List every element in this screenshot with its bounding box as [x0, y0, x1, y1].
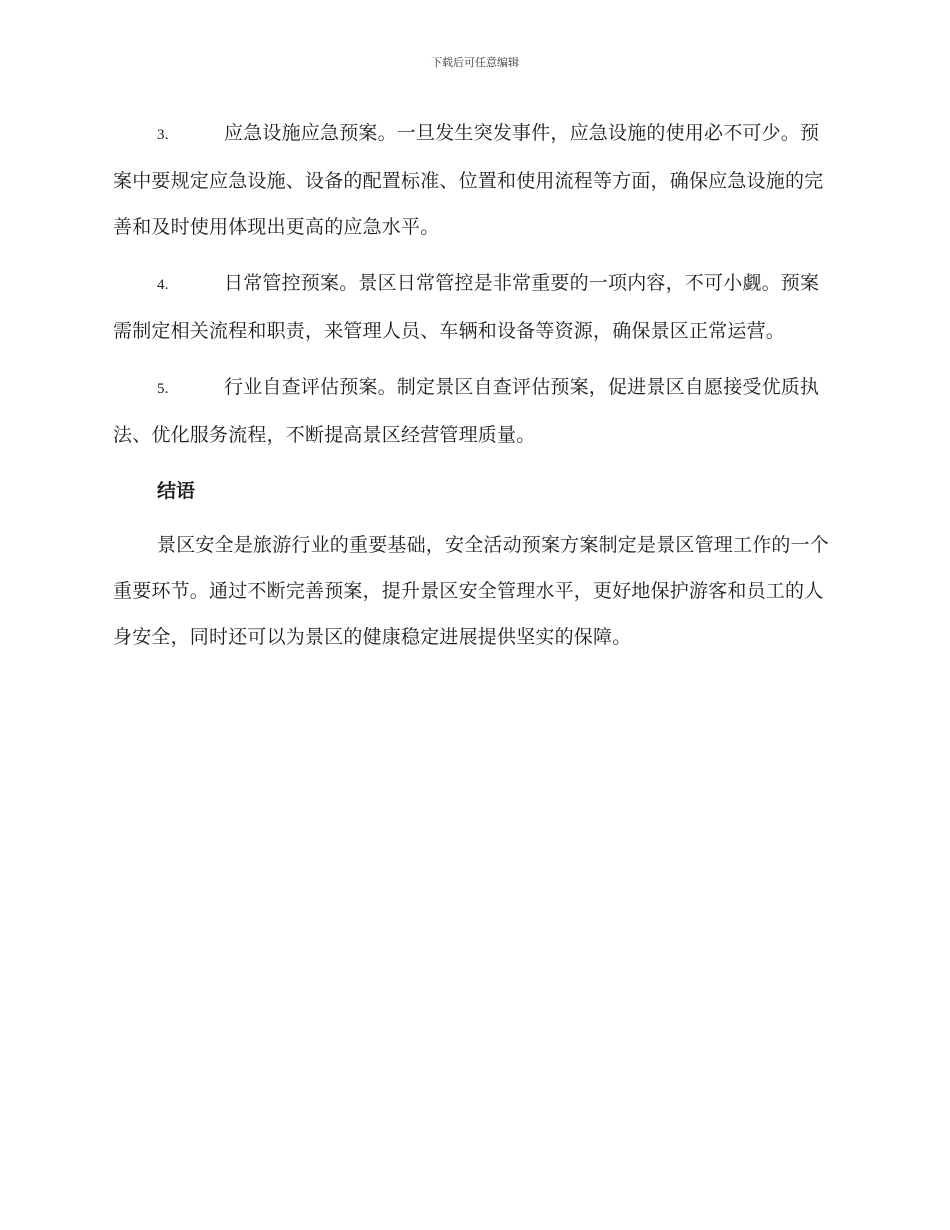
- page-header: 下载后可任意编辑: [431, 56, 519, 69]
- section-heading: 结语: [157, 480, 196, 502]
- list-item-number: 4.: [157, 277, 169, 293]
- list-item-number: 5.: [157, 381, 169, 397]
- list-item: [113, 364, 833, 458]
- list-item: [113, 110, 833, 250]
- list-item-number: 3.: [157, 127, 169, 143]
- list-item-text: 日常管控预案。景区日常管控是非常重要的一项内容，不可小觑。预案需制定相关流程和职责，来管理人员、车辆和设备等资源，确保景区正常运营。: [113, 272, 820, 342]
- conclusion-paragraph: 景区安全是旅游行业的重要基础，安全活动预案方案制定是景区管理工作的一个重要环节。通过不断完善预案，提升景区安全管理水平，更好地保护游客和员工的人身安全，同时还可以为景区的健康稳定进展提供坚实的保障。: [113, 534, 830, 648]
- document-body: [113, 110, 833, 670]
- list-item-text: 行业自查评估预案。制定景区自查评估预案，促进景区自愿接受优质执法、优化服务流程，不断提高景区经营管理质量。: [113, 376, 820, 446]
- list-item-text: 应急设施应急预案。一旦发生突发事件，应急设施的使用必不可少。预案中要规定应急设施、设备的配置标准、位置和使用流程等方面，确保应急设施的完善和及时使用体现出更高的应急水平。: [113, 122, 824, 238]
- list-item: [113, 260, 833, 354]
